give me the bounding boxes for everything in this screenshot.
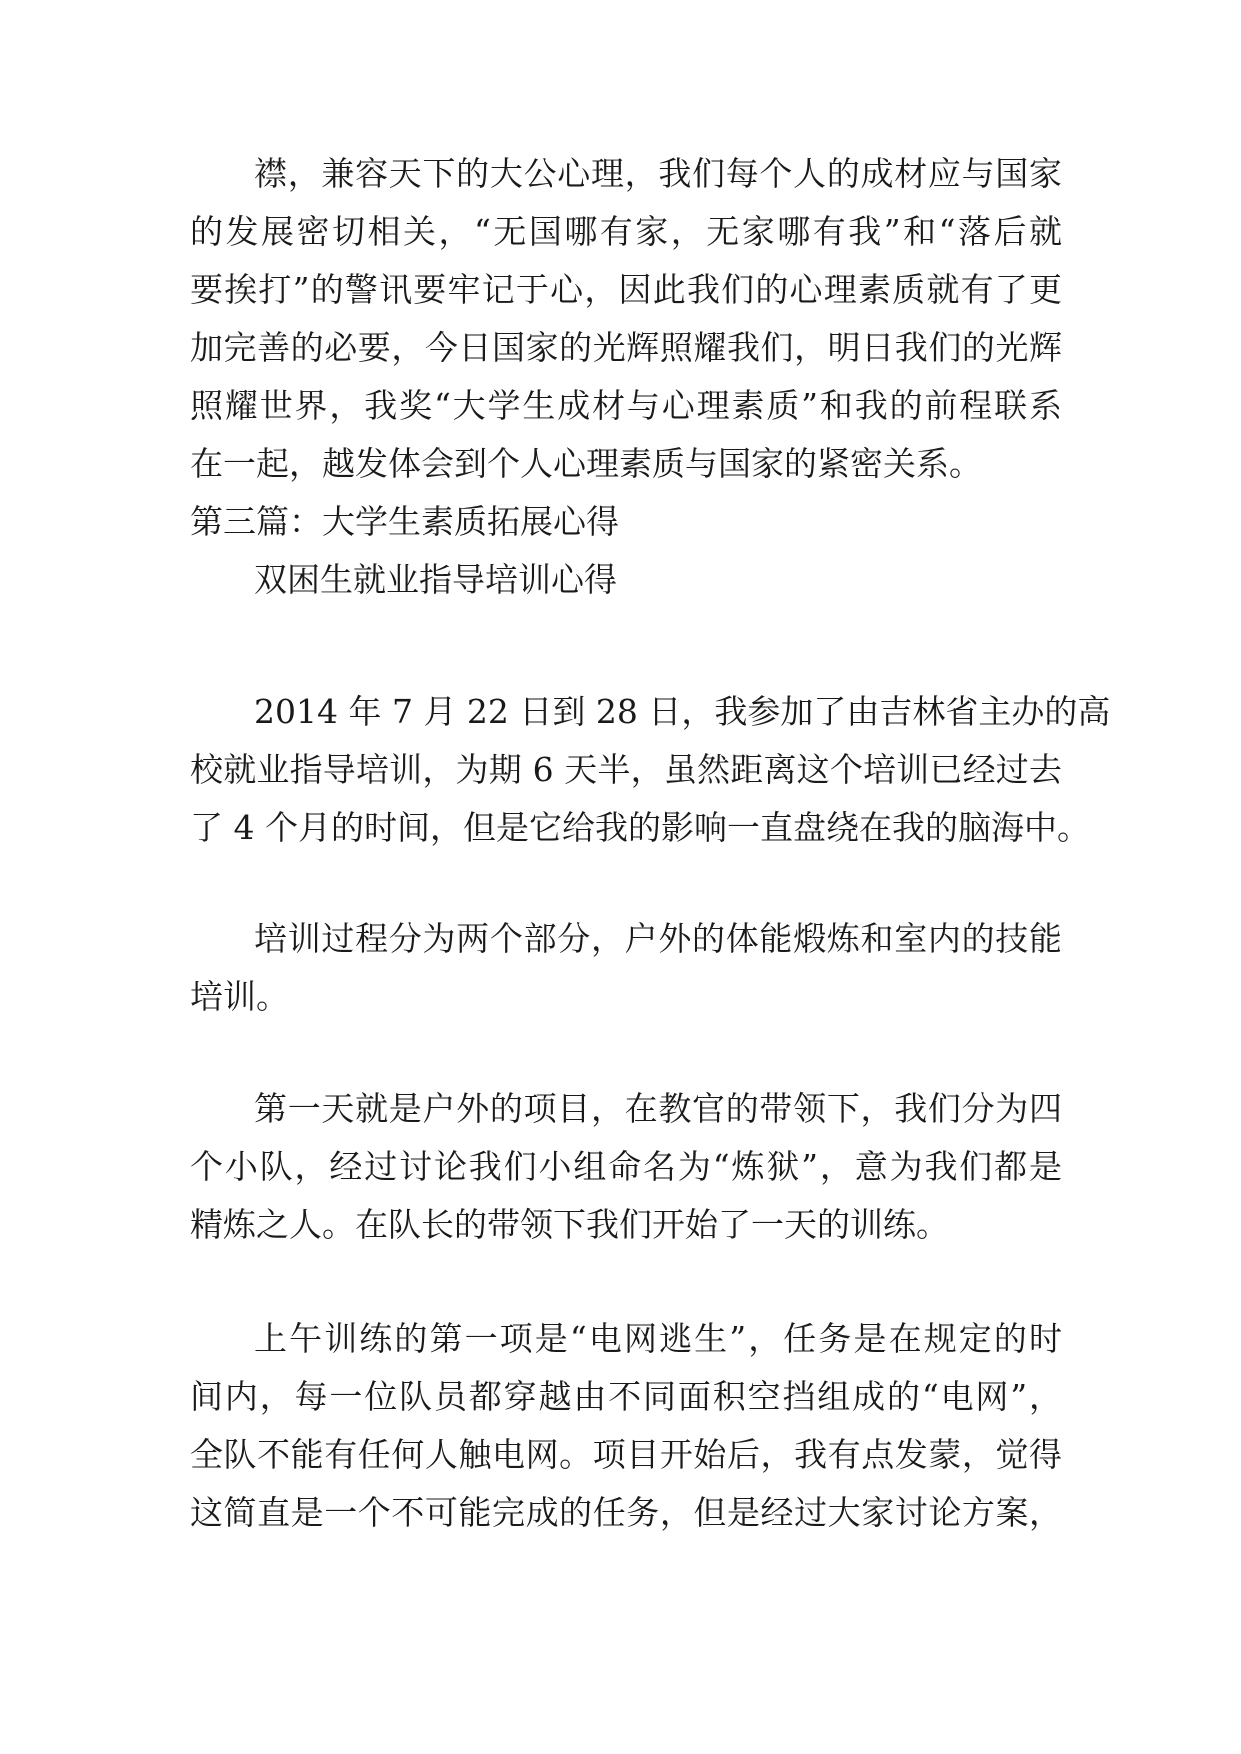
paragraph-5-line-3: 全队不能有任何人触电网。项目开始后，我有点发蒙，觉得 [190,1435,1062,1474]
paragraph-2-line-1: 2014 年 7 月 22 日到 28 日，我参加了由吉林省主办的高 [254,692,1111,731]
paragraph-1-line-5: 照耀世界，我奖“大学生成材与心理素质”和我的前程联系 [190,386,1062,425]
paragraph-2-line-2: 校就业指导培训，为期 6 天半，虽然距离这个培训已经过去 [190,750,1062,789]
paragraph-1-line-6: 在一起，越发体会到个人心理素质与国家的紧密关系。 [190,444,982,483]
paragraph-5-line-1: 上午训练的第一项是“电网逃生”，任务是在规定的时 [254,1319,1062,1358]
paragraph-4-line-3: 精炼之人。在队长的带领下我们开始了一天的训练。 [190,1205,949,1244]
paragraph-1-line-2: 的发展密切相关，“无国哪有家，无家哪有我”和“落后就 [190,212,1062,251]
paragraph-1-line-3: 要挨打”的警讯要牢记于心，因此我们的心理素质就有了更 [190,270,1062,309]
paragraph-4-line-2: 个小队，经过讨论我们小组命名为“炼狱”，意为我们都是 [190,1147,1062,1186]
section-subheading: 双困生就业指导培训心得 [254,560,617,599]
paragraph-2-line-3: 了 4 个月的时间，但是它给我的影响一直盘绕在我的脑海中。 [190,808,1090,847]
section-heading: 第三篇：大学生素质拓展心得 [190,502,619,541]
paragraph-4-line-1: 第一天就是户外的项目，在教官的带领下，我们分为四 [254,1089,1062,1128]
paragraph-1-line-4: 加完善的必要，今日国家的光辉照耀我们，明日我们的光辉 [190,328,1062,367]
paragraph-3-line-2: 培训。 [190,977,289,1016]
paragraph-5-line-2: 间内，每一位队员都穿越由不同面积空挡组成的“电网”， [190,1377,1062,1416]
paragraph-3-line-1: 培训过程分为两个部分，户外的体能煅炼和室内的技能 [254,919,1062,958]
paragraph-1-line-1: 襟，兼容天下的大公心理，我们每个人的成材应与国家 [254,154,1062,193]
paragraph-5-line-4: 这简直是一个不可能完成的任务，但是经过大家讨论方案， [190,1493,1062,1532]
